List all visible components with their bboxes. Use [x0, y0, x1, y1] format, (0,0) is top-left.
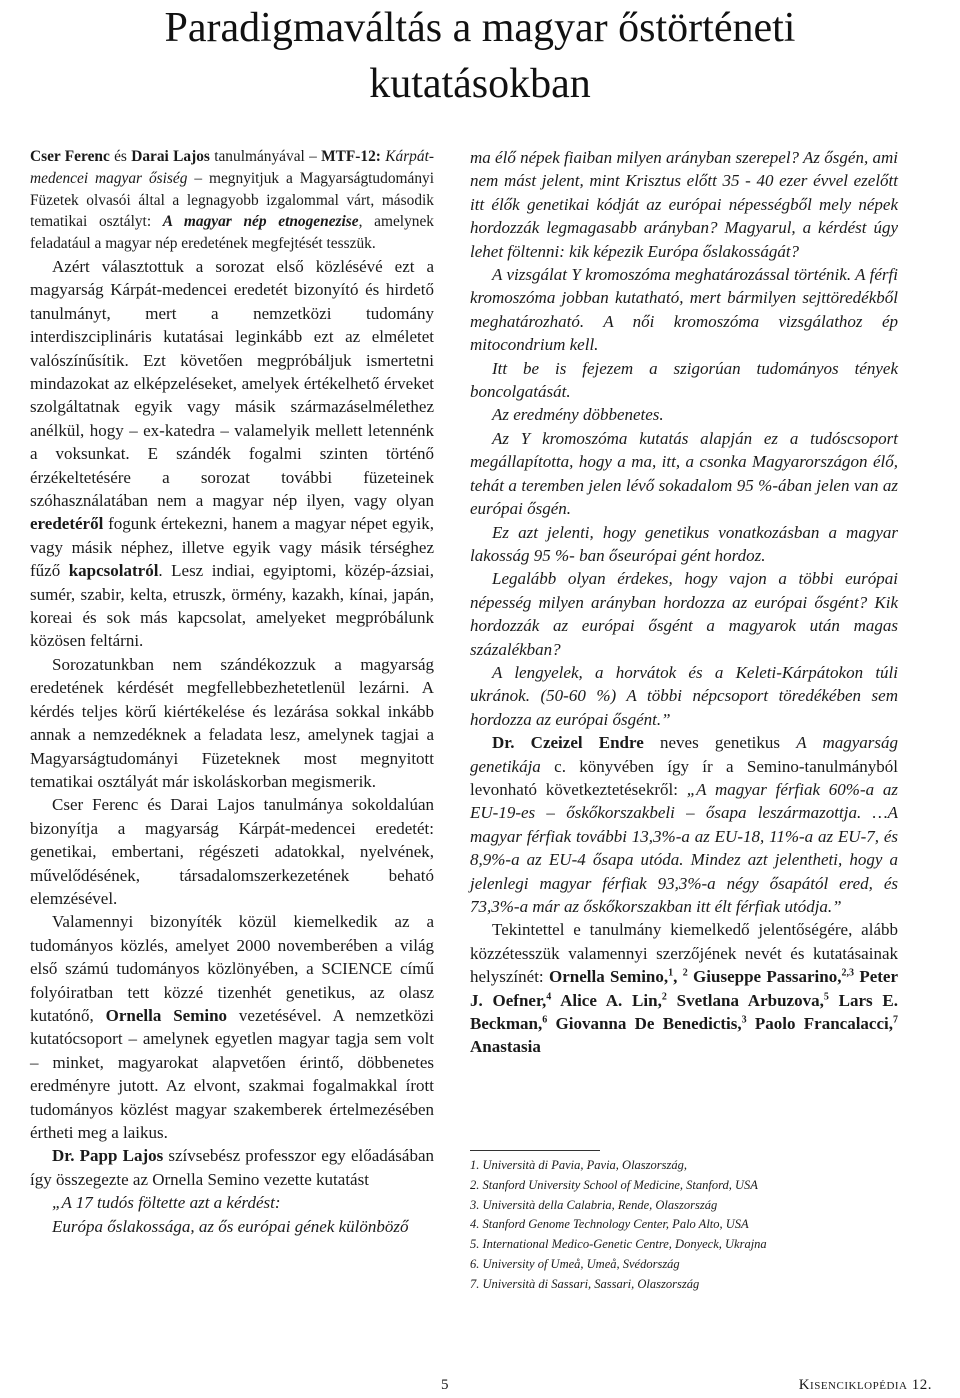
footnote: 5. International Medico-Genetic Centre, Donyeck, Ukrajna: [470, 1237, 767, 1252]
emphasis: eredetéről: [30, 514, 104, 534]
publication-name: Kisenciklopédia 12.: [798, 1377, 932, 1393]
text-span: , amelynek feladatául a magyar nép eredetének megfejtését tesszük.: [30, 213, 434, 253]
footnote-divider: [470, 1150, 600, 1151]
footnote: 3. Università della Calabria, Rende, Olaszország: [470, 1197, 718, 1212]
person-name: Dr. Papp Lajos: [52, 1146, 164, 1166]
affiliation-mark: 4: [546, 990, 552, 1002]
page-number: 5: [441, 1377, 449, 1393]
quote-paragraph: [470, 521, 898, 568]
text-span: fogunk értekezni, hanem a magyar népet egyik, vagy másik néphez, illetve egyik vagy másik térséghez fűző: [30, 514, 434, 581]
theme-title: A magyar nép etnogenezise: [162, 213, 359, 231]
quote-text: A lengyelek, a horvátok és a Keleti-Kárpátokon túli ukránok. (50-60 %) A többi népcsoport töredékében sem hordozza az európai ősgént.”: [470, 662, 898, 729]
paragraph: [470, 731, 898, 918]
quote-paragraph: [470, 403, 898, 426]
text-span: Tekintettel e tanulmány kiemelkedő jelentőségére, alább közzétesszük valamennyi szerzőjének nevét és kutatásainak helyszínét:: [470, 920, 898, 987]
book-title: Kárpát-medencei magyar ősiség: [30, 148, 434, 187]
text-span: Valamennyi bizonyíték közül kiemelkedik az a tudományos közlés, amelyet 2000 novemberében a világ első számú tudományos közlönyében, a SCIENCE című folyóiratban tett közzé tizenhét genetikus, az olasz kutatónő,: [30, 912, 434, 1025]
quote-text: Legalább olyan érdekes, hogy vajon a többi európai népesség milyen arányban hordozza az európai ősgént? Kik hordozzák az európai ősgént a magyarok után magas százalékban?: [470, 569, 898, 659]
text-span: neves genetikus: [643, 733, 797, 753]
author: Lars E. Beckman,: [470, 990, 899, 1034]
affiliation-mark: 2,3: [841, 967, 854, 979]
page-title: [0, 0, 960, 112]
affiliation-mark: 2: [682, 967, 688, 979]
text-span: tanulmányával –: [209, 148, 322, 165]
person-name: Ornella Semino: [105, 1005, 228, 1025]
quote-paragraph: [470, 146, 898, 263]
text-span: . Lesz indiai, egyiptomi, közép-ázsiai, sumér, szabir, kelta, etruszk, örmény, kazakh, kínai, japán, koreai és sok más kapcsolat, amelyeket megpróbálunk közösen feltárni.: [30, 561, 434, 651]
paragraph: Cser Ferenc és Darai Lajos tanulmánya sokoldalúan bizonyítja a magyarság Kárpát-medencei eredetét: genetikai, embertani, régészeti adatokkal, nyelvének, művelődésének, társadalomszerkezetének beható elemzésével.: [30, 795, 434, 908]
page-title-line1: Paradigmaváltás a magyar őstörténeti: [164, 5, 796, 51]
paragraph: Sorozatunkban nem szándékozzuk a magyarság eredetének kérdését megfellebbezhetetlenül lezárni. A kérdés teljes körű kiértékelése és lezárása sokkal inkább annak a nemzedéknek a feladata lesz, amelynek tagjai a Magyarságtudományi Füzeteknek most megnyitott tematikai osztályát már iskoláskorban megismerik.: [30, 654, 434, 791]
author: Peter J. Oefner,: [470, 967, 899, 1010]
footnote: 1. Università di Pavia, Pavia, Olaszország,: [470, 1158, 688, 1172]
affiliation-mark: 6: [542, 1014, 548, 1026]
quote-line: [30, 1191, 434, 1214]
quote-paragraph: [470, 567, 898, 661]
page-title-line2: kutatásokban: [369, 61, 591, 107]
affiliation-mark: 2: [661, 990, 667, 1002]
text-span: szívsebész professzor egy előadásában így összegezte az Ornella Semino vezette kutatást: [30, 1146, 435, 1189]
author: Svetlana Arbuzova,: [666, 990, 824, 1010]
text-span: c. könyvében így ír a Semino-tanulmányból levonható következtetésekről:: [470, 756, 898, 799]
quote-text: A vizsgálat Y kromoszóma meghatározással történik. A férfi kromoszóma jobban kutatható, mert bármilyen sejttöredékből meghatározható. A női kromoszóma vizsgálathoz ép mitocondrium kell.: [470, 265, 898, 355]
quote-line: [30, 1215, 434, 1238]
affiliation-mark: 3: [741, 1014, 747, 1026]
affiliation-mark: 1: [668, 967, 674, 979]
quote-text: „A 17 tudós föltette azt a kérdést:: [52, 1193, 281, 1213]
paragraph: [470, 918, 898, 1058]
footnote: 2. Stanford University School of Medicine, Stanford, USA: [470, 1177, 758, 1192]
paragraph: [30, 1144, 434, 1191]
author-name: Darai Lajos: [131, 148, 210, 165]
affiliation-mark: 5: [823, 990, 829, 1002]
footnotes: [470, 1156, 910, 1295]
quote-text: „A magyar férfiak 60%-a az EU-19-es – őskőkorszakbeli – ősapa leszármazottja. …A magyar férfiak további 13,3%-a az EU-18, 11%-a az EU-7, és 8,9%-a az EU-4 ősapa utóda. Mindez azt jelentheti, hogy a jelenlegi magyar férfiak 93,3%-a négy ősapától ered, és 73,3%-a már az őskőkorszakban itt élt férfiak utódja.”: [470, 779, 898, 916]
intro-paragraph: [30, 146, 434, 255]
quote-text: ma élő népek fiaiban milyen arányban szerepel? Az ősgén, ami nem mást jelent, mint Krisztus előtt 35 - 40 ezer évvel ezelőtt itt élők genetikai kódját az európai népességből mely népek hordozzák legmagasabb arányban? Magyarul, a kérdést úgy lehet föltenni: kik képezik Európa őslakosságát?: [470, 148, 898, 261]
quote-text: Az eredmény döbbenetes.: [492, 405, 664, 425]
series-code: MTF-12:: [321, 148, 381, 165]
footnote: 4. Stanford Genome Technology Center, Palo Alto, USA: [470, 1217, 749, 1232]
text-span: Azért választottuk a sorozat első közlésévé ezt a magyarság Kárpát-medencei eredetét bizonyító és hirdető tanulmányt, mert a nemzetközi tudomány interdiszciplináris kutatásai leginkább ezt az elméletet valószínűsítik. Ezt követően megpróbáljuk ismertetni mindazokat az elképzeléseket, amelyek értékelhető érveket szolgáltatnak egyik vagy másik származáselmélethez anélkül, hogy – ex-katedra – valamelyik mellett letennénk a voksunkat. E szándék fogalmi szinten történő érzékeltetésére a sorozat további füzeteinek szóhasználatában nem a magyar nép ilyen, vagy olyan: [30, 256, 434, 511]
separator: ,: [673, 967, 683, 987]
author: Paolo Francalacci,: [746, 1014, 893, 1034]
text-span: – megnyitjuk a Magyarságtudományi Füzetek olvasói által a legnagyobb izgalommal várt, második tematikai osztályt:: [30, 169, 434, 231]
affiliation-mark: 7: [893, 1014, 898, 1026]
quote-text: Európa őslakossága, az ős európai gének különböző: [52, 1216, 409, 1236]
person-name: Dr. Czeizel Endre: [492, 733, 644, 753]
quote-paragraph: [470, 427, 898, 521]
quote-paragraph: [470, 357, 898, 404]
quote-paragraph: [470, 661, 898, 731]
emphasis: kapcsolatról: [68, 561, 159, 581]
quote-text: Ez azt jelenti, hogy genetikus vonatkozásban a magyar lakosság 95 %- ban őseurópai gént hordoz.: [470, 522, 898, 565]
author: Giovanna De Benedictis,: [547, 1014, 742, 1034]
author: Giuseppe Passarino,: [687, 967, 842, 987]
author: Anastasia: [470, 1037, 541, 1057]
right-column: [470, 146, 898, 1059]
quote-text: Az Y kromoszóma kutatás alapján ez a tudóscsoport megállapította, hogy a ma, itt, a csonka Magyarországon élő, tehát a teremben jelen lévő sokadalom 95 %-ában jelen van az európai ősgén.: [470, 428, 898, 519]
author-name: Cser Ferenc: [30, 148, 110, 165]
footnote: 6. University of Umeå, Umeå, Svédország: [470, 1256, 680, 1271]
left-column: [30, 146, 434, 1238]
paragraph: [30, 910, 434, 1144]
book-title: A magyarság genetikája: [470, 733, 899, 776]
author: Ornella Semino,: [548, 967, 669, 987]
text-span: és: [109, 148, 132, 165]
text-span: vezetésével. A nemzetközi kutatócsoport – amelynek egyetlen magyar tagja sem volt – minket, magyarokat alapvetően érintő, döbbenetes eredményre jutott. Az elvont, szakmai fogalmakkal írott tudományos közlést magyar szakemberek értelmezésében értheti meg a laikus.: [30, 1005, 435, 1143]
quote-text: Itt be is fejezem a szigorúan tudományos tények boncolgatását.: [470, 358, 898, 402]
quote-paragraph: [470, 263, 898, 357]
paragraph: [30, 255, 434, 653]
author: Alice A. Lin,: [551, 990, 662, 1010]
footnote: 7. Università di Sassari, Sassari, Olaszország: [470, 1276, 700, 1291]
